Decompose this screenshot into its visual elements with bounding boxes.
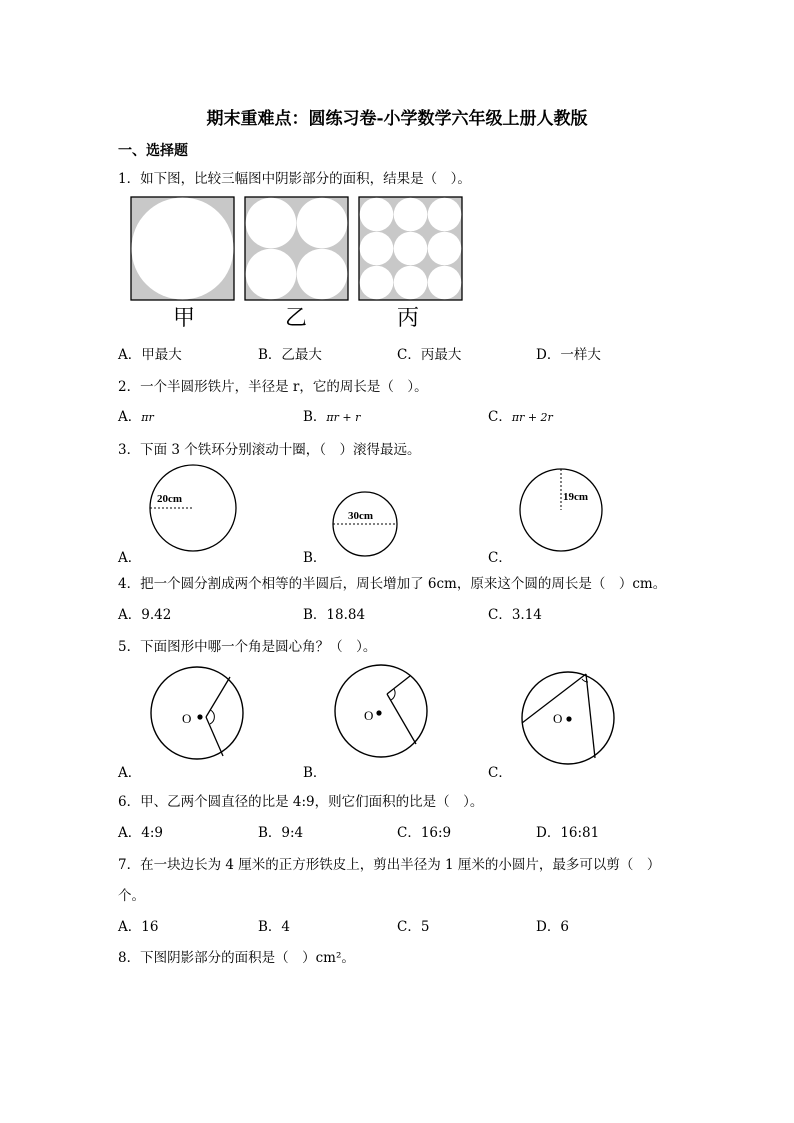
q1-option-d[interactable]: D．一样大 xyxy=(536,347,601,363)
question-3-text: 3．下面 3 个铁环分别滚动十圈，（ ）滚得最远。 xyxy=(118,442,421,458)
q5-figure-a xyxy=(151,667,243,759)
q3-label-a: 20cm xyxy=(157,493,183,505)
q4-option-a[interactable]: A．9.42 xyxy=(118,607,172,623)
figure-bing xyxy=(359,197,462,300)
q2-option-b-letter: B． xyxy=(303,409,327,425)
q7-option-d[interactable]: D．6 xyxy=(536,919,569,935)
q3-figure-b xyxy=(333,492,397,556)
q5-center-label-c: O xyxy=(553,711,563,726)
q3-label-c: 19cm xyxy=(563,491,589,503)
page-title: 期末重难点：圆练习卷-小学数学六年级上册人教版 xyxy=(206,109,588,129)
question-7-text-line1: 7．在一块边长为 4 厘米的正方形铁皮上，剪出半径为 1 厘米的小圆片，最多可以剪（ ） xyxy=(118,857,661,873)
q3-figure-a xyxy=(150,465,236,551)
q2-option-b[interactable] xyxy=(303,405,360,425)
q1-option-b[interactable]: B．乙最大 xyxy=(258,347,322,363)
figure-jia xyxy=(131,197,234,300)
q5-figure-b xyxy=(335,665,427,757)
q6-option-d[interactable]: D．16:81 xyxy=(536,825,600,841)
q3-label-b: 30cm xyxy=(348,510,374,522)
question-1-figures xyxy=(130,196,470,336)
figure-yi xyxy=(245,197,348,300)
q7-option-a[interactable]: A．16 xyxy=(118,919,159,935)
q3-option-c[interactable]: C． xyxy=(488,550,512,566)
question-6-text: 6．甲、乙两个圆直径的比是 4:9，则它们面积的比是（ ）。 xyxy=(118,794,484,810)
q2-option-b-math: πr + r xyxy=(326,411,361,424)
question-1-text: 1．如下图，比较三幅图中阴影部分的面积，结果是（ ）。 xyxy=(118,171,471,187)
q7-option-c[interactable]: C．5 xyxy=(397,919,430,935)
q1-option-c[interactable]: C．丙最大 xyxy=(397,347,462,363)
question-2-text: 2．一个半圆形铁片，半径是 r，它的周长是（ ）。 xyxy=(118,379,428,395)
q2-option-a[interactable] xyxy=(118,405,154,425)
q6-option-a[interactable]: A．4:9 xyxy=(118,825,163,841)
q5-option-a[interactable]: A． xyxy=(118,765,142,781)
q2-option-c-letter: C． xyxy=(488,409,512,425)
question-5-figures xyxy=(150,666,620,766)
q5-option-c[interactable]: C． xyxy=(488,765,512,781)
q5-option-b[interactable]: B． xyxy=(303,765,327,781)
question-7-text-line2: 个。 xyxy=(118,888,145,904)
q3-figure-c xyxy=(520,469,602,551)
q1-option-a[interactable]: A．甲最大 xyxy=(118,347,182,363)
question-3-figures xyxy=(140,462,610,562)
q2-option-c-math: πr + 2r xyxy=(511,411,553,424)
question-8-text: 8．下图阴影部分的面积是（ ）cm²。 xyxy=(118,950,355,966)
q2-option-a-letter: A． xyxy=(118,409,142,425)
question-4-text: 4．把一个圆分割成两个相等的半圆后，周长增加了 6cm，原来这个圆的周长是（ ）cm。 xyxy=(118,576,667,592)
q5-figure-c xyxy=(522,672,614,764)
q6-option-b[interactable]: B．9:4 xyxy=(258,825,304,841)
q5-center-label-b: O xyxy=(364,708,374,723)
figure-label-jia: 甲 xyxy=(172,306,196,331)
q3-option-a[interactable]: A． xyxy=(118,550,142,566)
q3-option-b[interactable]: B． xyxy=(303,550,327,566)
q4-option-b[interactable]: B．18.84 xyxy=(303,607,366,623)
q5-center-label-a: O xyxy=(182,711,192,726)
figure-label-yi: 乙 xyxy=(284,306,308,331)
q7-option-b[interactable]: B．4 xyxy=(258,919,291,935)
q2-option-a-math: πr xyxy=(141,411,154,424)
section-heading: 一、选择题 xyxy=(118,143,188,159)
figure-label-bing: 丙 xyxy=(396,306,420,331)
q4-option-c[interactable]: C．3.14 xyxy=(488,607,542,623)
question-5-text: 5．下面图形中哪一个角是圆心角？（ ）。 xyxy=(118,639,377,655)
q2-option-c[interactable] xyxy=(488,405,553,425)
q6-option-c[interactable]: C．16:9 xyxy=(397,825,452,841)
